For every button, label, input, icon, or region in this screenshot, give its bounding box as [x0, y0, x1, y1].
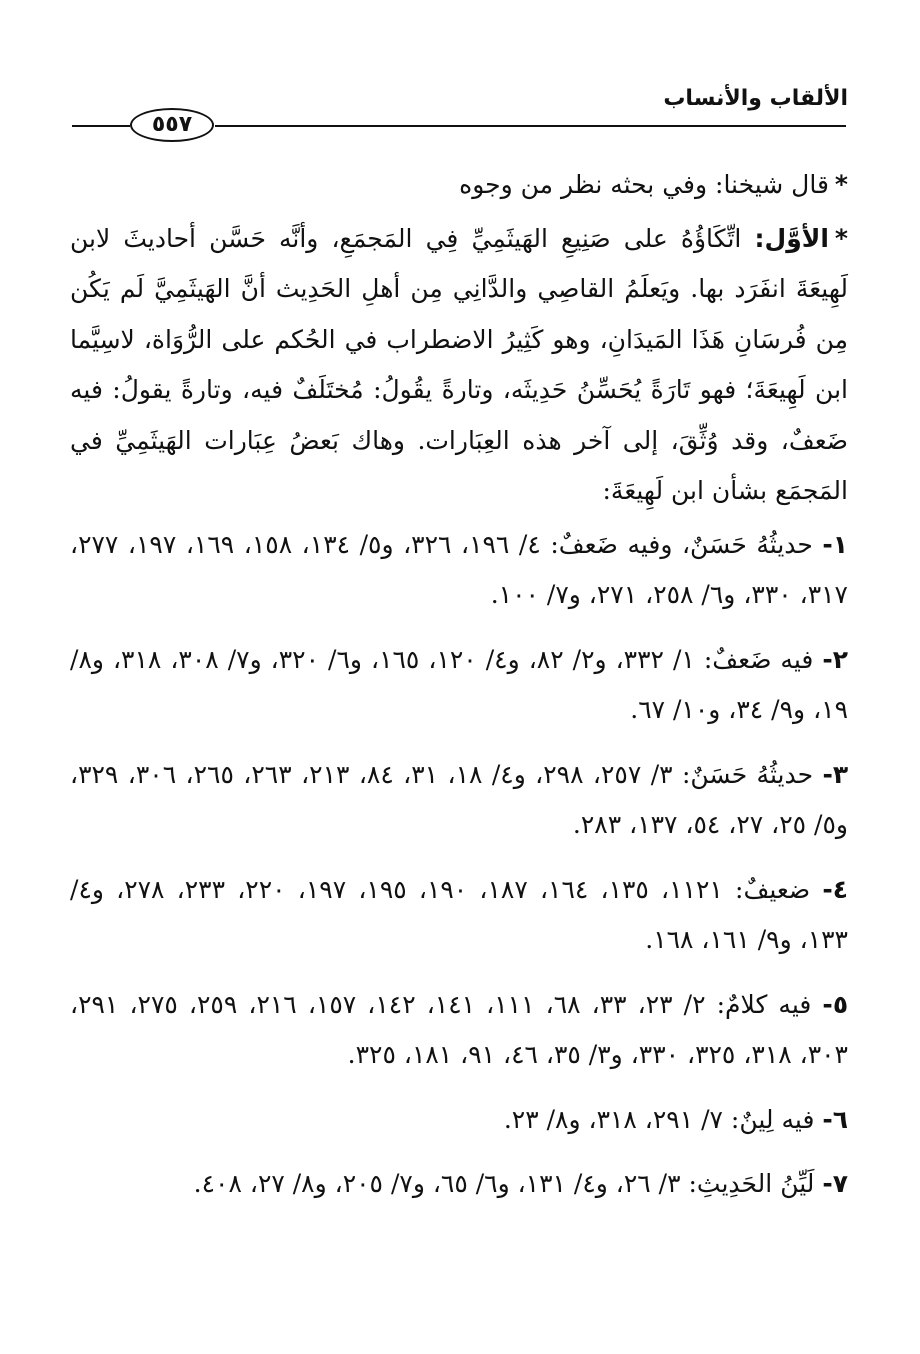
- list-item: [70, 635, 848, 736]
- header-rule-right: [215, 125, 846, 127]
- main-text: [70, 160, 848, 1210]
- list-item-text: حديثُهُ حَسَنٌ: ٣/ ٢٥٧، ٢٩٨، و٤/ ١٨، ٣١، ٨٤، ٢١٣، ٢٦٣، ٢٦٥، ٣٠٦، ٣٢٩، و٥/ ٢٥، ٢٧، ٥٤، ١٣٧، ٢٨٣.: [70, 759, 848, 839]
- list-item-text: حديثُهُ حَسَنٌ، وفيه ضَعفٌ: ٤/ ١٩٦، ٣٢٦، و٥/ ١٣٤، ١٥٨، ١٦٩، ١٩٧، ٢٧٧، ٣١٧، ٣٣٠، و٦/ ٢٥٨، ٢٧١، و٧/ ١٠٠.: [70, 529, 848, 609]
- list-item-number: ١-: [822, 529, 849, 559]
- list-item: [70, 1095, 848, 1146]
- list-item: [70, 1159, 848, 1210]
- paragraph-text: قال شيخنا: وفي بحثه نظر من وجوه: [459, 170, 829, 199]
- list-item: [70, 980, 848, 1081]
- list-item-text: فيه ضَعفٌ: ١/ ٣٣٢، و٢/ ٨٢، و٤/ ١٢٠، ١٦٥، و٦/ ٣٢٠، و٧/ ٣٠٨، ٣١٨، و٨/ ١٩، و٩/ ٣٤، و١٠/ ٦٧.: [70, 644, 848, 724]
- list-item-number: ٤-: [822, 874, 848, 904]
- page-number: ٥٥٧: [130, 108, 214, 142]
- list-item-number: ٧-: [822, 1169, 848, 1198]
- list-item-number: ٣-: [822, 759, 849, 789]
- paragraph-intro: [70, 160, 848, 211]
- paragraph-lead: الأوَّل:: [754, 223, 829, 253]
- header-rule-left: [72, 125, 130, 127]
- paragraph-star-marker: *: [834, 223, 848, 253]
- paragraph-first-point: [70, 214, 848, 517]
- paragraph-text: اتِّكَاؤُهُ على صَنِيعِ الهَيثَمِيِّ فِي المَجمَعِ، وأنَّه حَسَّن أحاديثَ لابن لَهِيعَةَ انفَرَد بها. ويَعلَمُ القاصِي والدَّانِي مِن أهلِ الحَدِيث أنَّ الهَيثَمِيَّ لَم يَكُن مِن فُرسَانِ هَذَا المَيدَانِ، وهو كَثِيرُ الاضطراب في الحُكم على الرُّوَاة، لاسِيَّما ابن لَهِيعَةَ؛ فهو تَارَةً يُحَسِّنُ حَدِيثَه، وتارةً يقُولُ: مُختَلَفٌ فيه، وتارةً يقولُ: فيه ضَعفٌ، وقد وُثِّقَ، إلى آخر هذه العِبَارات. وهاك بَعضُ عِبَارات الهَيثَمِيِّ في المَجمَع بشأن ابن لَهِيعَةَ:: [70, 223, 848, 505]
- paragraph-star-marker: *: [834, 170, 848, 199]
- list-item-text: فيه لِينٌ: ٧/ ٢٩١، ٣١٨، و٨/ ٢٣.: [503, 1104, 823, 1134]
- list-item-text: لَيِّنُ الحَدِيثِ: ٣/ ٢٦، و٤/ ١٣١، و٦/ ٦٥، و٧/ ٢٠٥، و٨/ ٢٧، ٤٠٨.: [193, 1169, 823, 1198]
- list-item-number: ٢-: [822, 644, 848, 674]
- list-item-number: ٦-: [822, 1104, 848, 1134]
- list-item: [70, 865, 848, 966]
- list-item-text: فيه كلامٌ: ٢/ ٢٣، ٣٣، ٦٨، ١١١، ١٤١، ١٤٢، ١٥٧، ٢١٦، ٢٥٩، ٢٧٥، ٢٩١، ٣٠٣، ٣١٨، ٣٢٥، ٣٣٠، و٣/ ٣٥، ٤٦، ٩١، ١٨١، ٣٢٥.: [70, 989, 848, 1069]
- list-item-number: ٥-: [822, 989, 849, 1019]
- running-head-title: الألقاب والأنساب: [663, 86, 848, 111]
- list-item-text: ضعيفٌ: ١١٢١، ١٣٥، ١٦٤، ١٨٧، ١٩٠، ١٩٥، ١٩٧، ٢٢٠، ٢٣٣، ٢٧٨، و٤/ ١٣٣، و٩/ ١٦١، ١٦٨.: [70, 874, 848, 954]
- list-item: [70, 520, 848, 621]
- list-item: [70, 750, 848, 851]
